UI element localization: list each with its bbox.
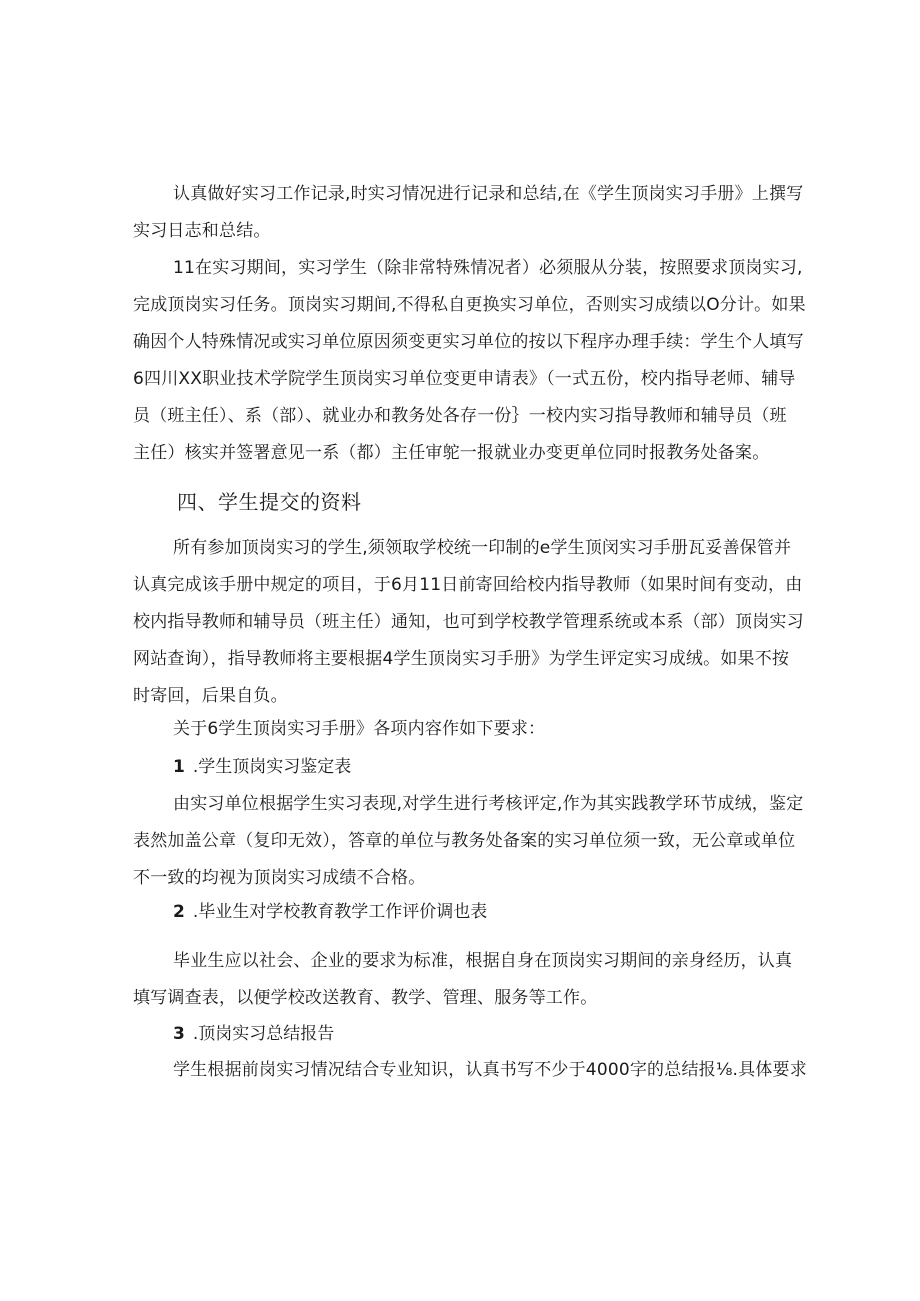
text-line: 所有参加顶岗实习的学生,须领取学校统一印制的e学生顶闵实习手册瓦妥善保管并 [173,538,792,558]
list-item [133,1024,334,1044]
list-label: .毕业生对学校教育教学工作评价调也表 [192,902,488,922]
list-item [133,902,487,922]
paragraph-appraisal [133,786,804,897]
list-number: 1 [173,757,185,777]
list-item-appraisal-form [133,749,795,786]
list-label: .学生顶岗实习鉴定表 [192,757,352,777]
text-line: 不一致的均视为顶岗实习成绩不合格。 [133,868,426,888]
text-line: 时寄回，后果自负。 [133,686,288,706]
paragraph-work-records [133,176,804,250]
text-line: 表然加盖公章（复印无效），答章的单位与教务处备案的实习单位须一致，无公章或单位 [133,831,796,851]
text-line: 网站查询），指导教师将主要根据4学生顶岗实习手册》为学生评定实习成绒。如果不按 [133,649,790,669]
text-line: 完成顶岗实习任务。顶岗实习期间,不得私自更换实习单位，否则实习成绩以O分计。如果 [133,295,806,315]
text-line: 关于6学生顶岗实习手册》各项内容作如下要求： [173,719,546,739]
list-item-survey-form [133,894,795,931]
text-line: 认真完成该手册中规定的项目，于6月11日前寄回给校内指导教师（如果时间有变动，由 [133,575,803,595]
list-item [133,757,351,777]
text-line: 确因个人特殊情况或实习单位原因须变更实习单位的按以下程序办理手续：学生个人填写 [133,332,804,352]
section-title: 四、学生提交的资料 [177,490,362,514]
text-line: 由实习单位根据学生实习表现,对学生进行考核评定,作为其实践教学环节成绒，鉴定 [173,794,804,814]
paragraph-survey [133,943,795,1017]
list-number: 3 [173,1024,185,1044]
text-line: 填写调查表，以便学校改送教育、教学、管理、服务等工作。 [133,988,598,1008]
text-line: 校内指导教师和辅导员（班主任）通知，也可到学校教学管理系统或本系（部）顶岗实习 [133,612,804,632]
text-line: 毕业生应以社会、企业的要求为标准，根据自身在顶岗实习期间的亲身经历，认真 [173,951,793,971]
text-line: 11在实习期间，实习学生（除非常特殊情况者）必须服从分装，按照要求顶岗实习, [173,258,803,278]
list-item-summary-report [133,1016,795,1053]
paragraph-handbook-requirements [133,711,795,748]
paragraph-submission [133,530,804,715]
section-heading [133,484,795,521]
list-label: .顶岗实习总结报告 [192,1024,335,1044]
paragraph-internship-rules [133,250,806,472]
text-line: 认真做好实习工作记录,时实习情况进行记录和总结,在《学生顶岗实习手册》上撰写 [173,184,804,204]
list-number: 2 [173,902,185,922]
text-line: 员（班主任）、系（部）、就业办和教务处各存一份｝一校内实习指导教师和辅导员（班 [133,406,787,426]
text-line: 主任）核实并签署意见一系（都）主任审鸵一报就业办变更单位同时报教务处备案。 [133,443,770,463]
text-line: 学生根据前岗实习情况结合专业知识，认真书写不少于4000字的总结报⅛.具体要求 [173,1060,807,1080]
paragraph-summary [133,1052,807,1089]
text-line: 6四川XX职业技术学院学生顶岗实习单位变更申请表》（一式五份，校内指导老师、辅导 [133,369,796,389]
text-line: 实习日志和总结。 [133,221,271,241]
